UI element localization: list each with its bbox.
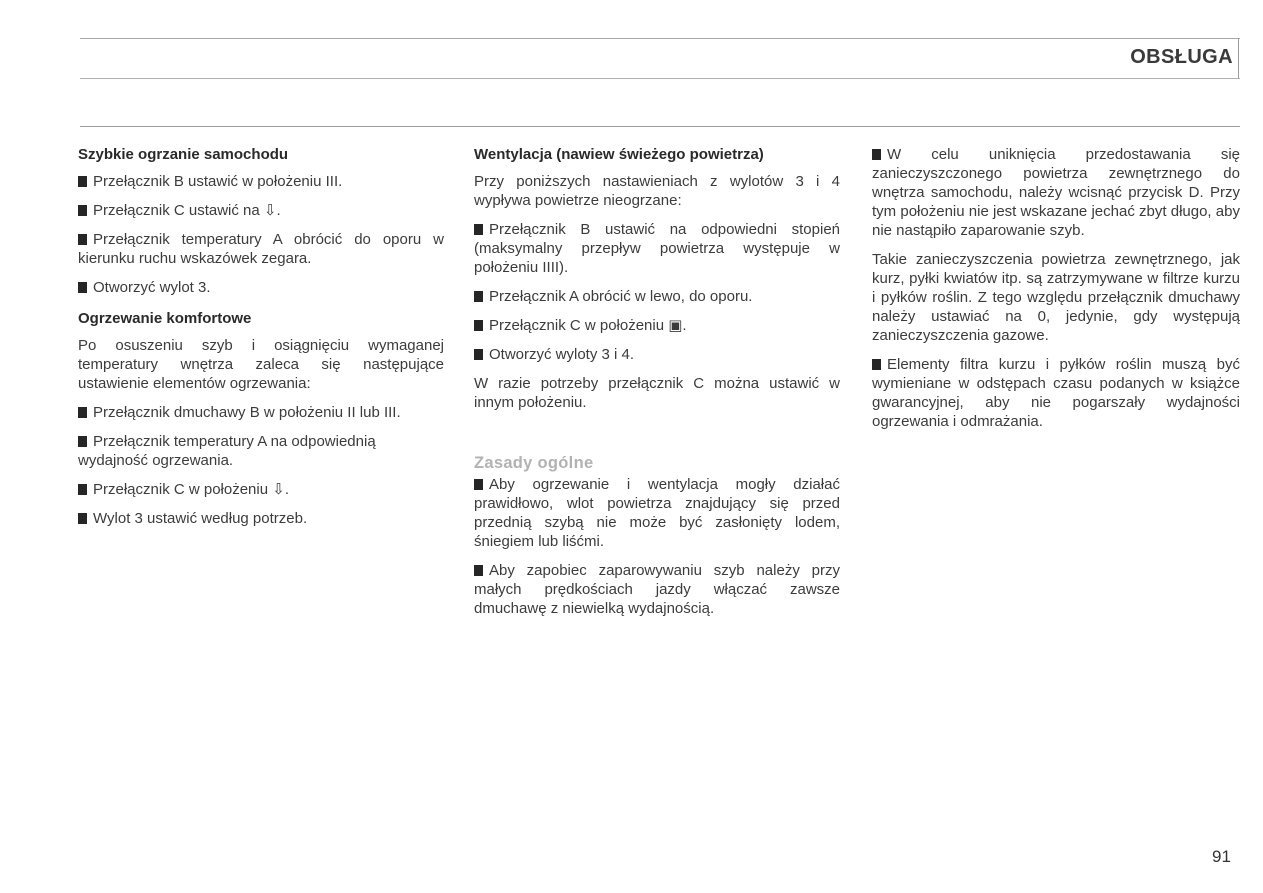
list-item <box>78 480 444 499</box>
bullet-square-icon <box>78 282 87 293</box>
bullet-square-icon <box>872 359 881 370</box>
column-left <box>78 145 444 538</box>
section-tab-edge <box>1238 38 1239 78</box>
note-paragraph: W razie potrzeby przełącznik C można ustawić w innym położeniu. <box>474 375 840 411</box>
list-item <box>78 230 444 268</box>
intro-paragraph: Przy poniższych nastawieniach z wylotów 3 i 4 wypływa powietrze nieogrzane: <box>474 173 840 209</box>
list-item <box>78 403 444 422</box>
list-item <box>474 561 840 618</box>
body-paragraph: Takie zanieczyszczenia powietrza zewnętrznego, jak kurz, pyłki kwiatów itp. są zatrzymywane w filtrze kurzu i pyłków roślin. Z tego względu przełącznik dmuchawy należy ustawiać na 0, jedynie, gdy występują zanieczyszczenia gazowe. <box>872 251 1240 344</box>
list-item-text: Przełącznik B ustawić w położeniu III. <box>93 173 343 190</box>
list-item-text: Otworzyć wylot 3. <box>93 279 211 296</box>
list-item-text: Przełącznik C ustawić na ⇩. <box>93 202 281 219</box>
bullet-square-icon <box>78 484 87 495</box>
list-item-text: Elementy filtra kurzu i pyłków roślin muszą być wymieniane w odstępach czasu podanych w książce gwarancyjnej, aby nie pogarszały wydajności ogrzewania i odmrażania. <box>872 356 1240 430</box>
list-item <box>78 432 444 470</box>
heading-comfort-heating: Ogrzewanie komfortowe <box>78 310 252 327</box>
bullet-square-icon <box>78 513 87 524</box>
header-bottom-rule <box>80 78 1240 79</box>
bullet-square-icon <box>474 565 483 576</box>
list-item <box>474 345 840 364</box>
list-item <box>78 278 444 297</box>
bullet-square-icon <box>474 320 483 331</box>
list-item-text: Otworzyć wyloty 3 i 4. <box>489 346 635 363</box>
list-item-text: Wylot 3 ustawić według potrzeb. <box>93 510 308 527</box>
bullet-square-icon <box>78 407 87 418</box>
list-item-text: Przełącznik dmuchawy B w położeniu II lub III. <box>93 404 401 421</box>
list-item-text: Przełącznik C w położeniu ⇩. <box>93 481 289 498</box>
list-item <box>474 220 840 277</box>
list-item <box>474 316 840 335</box>
bullet-square-icon <box>78 205 87 216</box>
column-middle <box>474 145 840 628</box>
content-separator-rule <box>80 126 1240 127</box>
bullet-square-icon <box>78 176 87 187</box>
list-item-text: Przełącznik A obrócić w lewo, do oporu. <box>489 288 753 305</box>
list-item-text: Przełącznik B ustawić na odpowiedni stopień (maksymalny przepływ powietrza występuje w położeniu IIII). <box>474 221 840 276</box>
bullet-square-icon <box>78 436 87 447</box>
heading-ventilation: Wentylacja (nawiew świeżego powietrza) <box>474 146 764 163</box>
header-top-rule <box>80 38 1240 39</box>
heading-general-rules: Zasady ogólne <box>474 454 594 472</box>
list-item <box>872 145 1240 240</box>
bullet-square-icon <box>474 349 483 360</box>
list-item-text: Aby ogrzewanie i wentylacja mogły działać prawidłowo, wlot powietrza znajdujący się przed przednią szybą nie może być zasłonięty lodem, śniegiem lub liśćmi. <box>474 476 840 550</box>
list-item <box>474 287 840 306</box>
list-item <box>78 509 444 528</box>
list-item <box>78 172 444 191</box>
bullet-square-icon <box>872 149 881 160</box>
section-title: OBSŁUGA <box>1130 46 1233 68</box>
list-item-text: Przełącznik temperatury A obrócić do oporu w kierunku ruchu wskazówek zegara. <box>78 231 444 267</box>
list-item <box>872 355 1240 431</box>
list-item <box>78 201 444 220</box>
bullet-square-icon <box>78 234 87 245</box>
intro-paragraph: Po osuszeniu szyb i osiągnięciu wymaganej temperatury wnętrza zaleca się następujące ustawienie elementów ogrzewania: <box>78 337 444 392</box>
list-item-text: Przełącznik C w położeniu ▣. <box>489 317 687 334</box>
heading-quick-heating: Szybkie ogrzanie samochodu <box>78 146 289 163</box>
page-number: 91 <box>1212 847 1231 866</box>
list-item-text: W celu uniknięcia przedostawania się zanieczyszczonego powietrza zewnętrznego do wnętrza samochodu, należy wcisnąć przycisk D. Przy tym położeniu nie jest wskazane jechać zbyt długo, aby nie nastąpiło zaparowanie szyb. <box>872 146 1240 239</box>
list-item-text: Aby zapobiec zaparowywaniu szyb należy przy małych prędkościach jazdy włączać zawsze dmuchawę z niewielką wydajnością. <box>474 562 840 617</box>
bullet-square-icon <box>474 479 483 490</box>
column-right <box>872 145 1240 441</box>
bullet-square-icon <box>474 224 483 235</box>
bullet-square-icon <box>474 291 483 302</box>
list-item-text: Przełącznik temperatury A na odpowiednią wydajność ogrzewania. <box>78 433 376 469</box>
list-item <box>474 475 840 551</box>
